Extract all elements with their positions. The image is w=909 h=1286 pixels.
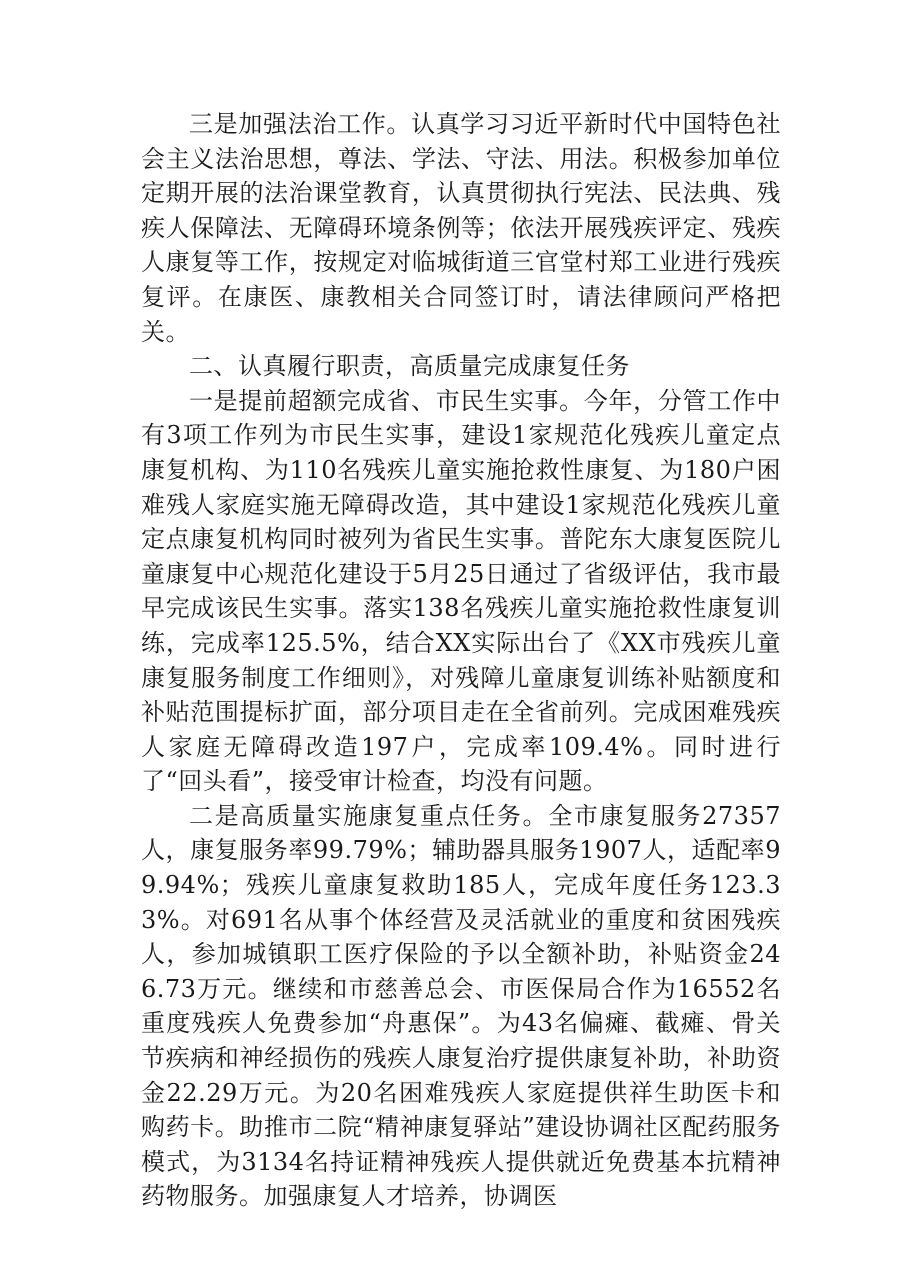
paragraph-livelihood-projects: 一是提前超额完成省、市民生实事。今年，分管工作中有3项工作列为市民生实事，建设1家规范化残疾儿童定点康复机构、为110名残疾儿童实施抢救性康复、为180户困难残人家庭实施无障碍改造，其中建设1家规范化残疾儿童定点康复机构同时被列为省民生实事。普陀东大康复医院儿童康复中心规范化建设于5月25日通过了省级评估，我市最早完成该民生实事。落实138名残疾儿童实施抢救性康复训练，完成率125.5%，结合XX实际出台了《XX市残疾儿童康复服务制度工作细则》，对残障儿童康复训练补贴额度和补贴范围提标扩面，部分项目走在全省前列。完成困难残疾人家庭无障碍改造197户，完成率109.4%。同时进行了“回头看”，接受审计检查，均没有问题。 [141, 386, 781, 796]
document-body [141, 107, 781, 1214]
paragraph-key-tasks: 二是高质量实施康复重点任务。全市康复服务27357人，康复服务率99.79%；辅助器具服务1907人，适配率99.94%；残疾儿童康复救助185人，完成年度任务123.33%。对691名从事个体经营及灵活就业的重度和贫困残疾人，参加城镇职工医疗保险的予以全额补助，补贴资金246.73万元。继续和市慈善总会、市医保局合作为16552名重度残疾人免费参加“舟惠保”。为43名偏瘫、截瘫、骨关节疾病和神经损伤的残疾人康复治疗提供康复补助，补助资金22.29万元。为20名困难残疾人家庭提供祥生助医卡和购药卡。助推市二院“精神康复驿站”建设协调社区配药服务模式，为3134名持证精神残疾人提供就近免费基本抗精神药物服务。加强康复人才培养，协调医 [141, 801, 781, 1211]
paragraph-rule-of-law: 三是加强法治工作。认真学习习近平新时代中国特色社会主义法治思想，尊法、学法、守法、用法。积极参加单位定期开展的法治课堂教育，认真贯彻执行宪法、民法典、残疾人保障法、无障碍环境条例等；依法开展残疾评定、残疾人康复等工作，按规定对临城街道三官堂村郑工业进行残疾复评。在康医、康教相关合同签订时，请法律顾问严格把关。 [141, 110, 781, 346]
section-heading-rehabilitation: 二、认真履行职责，高质量完成康复任务 [189, 352, 630, 381]
